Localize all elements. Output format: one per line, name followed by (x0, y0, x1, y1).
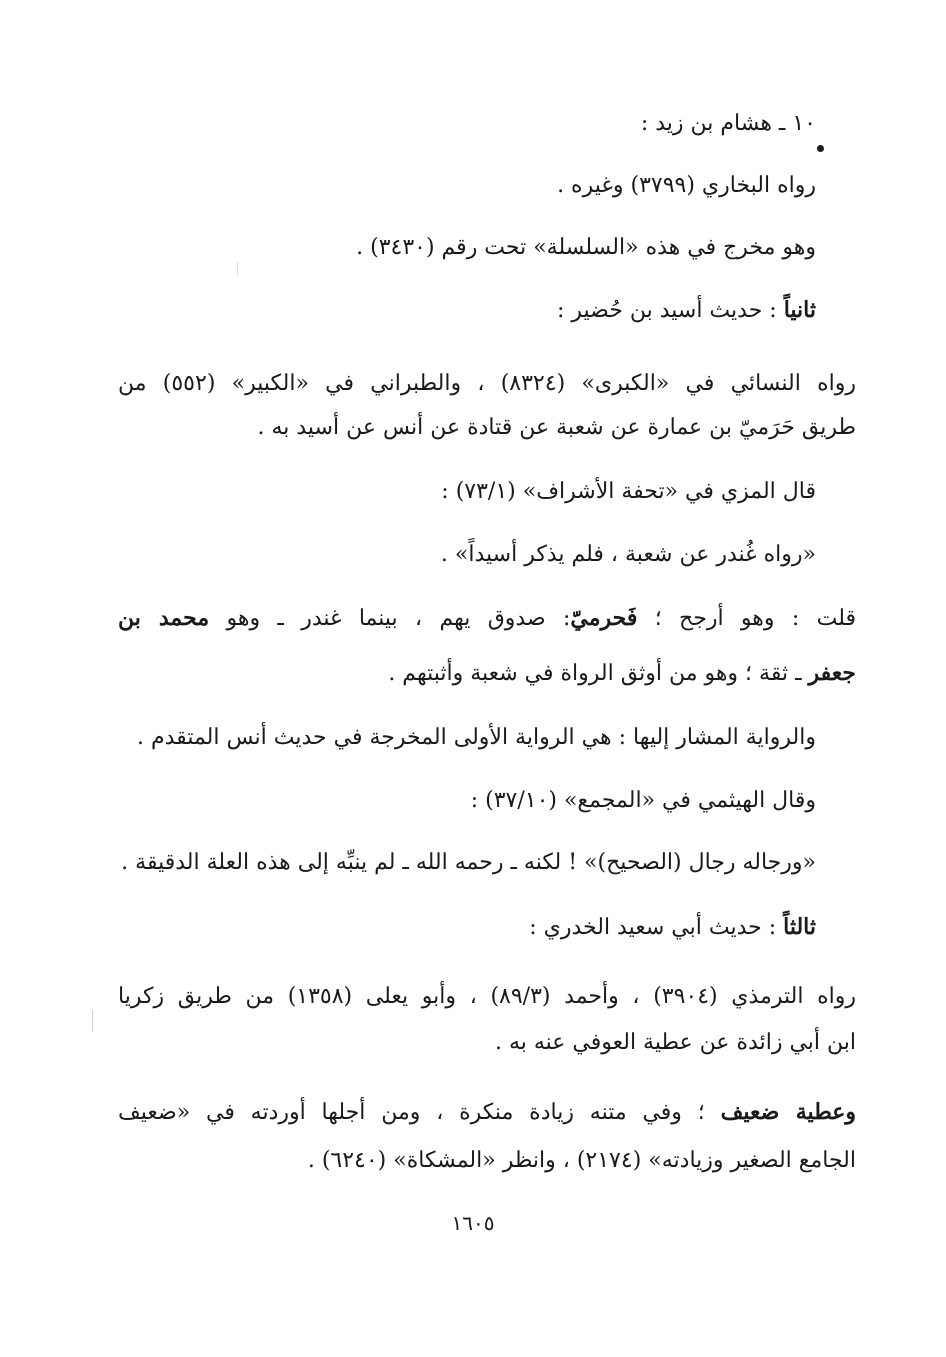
paragraph-line: قلت : وهو أرجح ؛ فَحرميّ: صدوق يهم ، بينما غندر ـ وهو محمد بن (118, 605, 857, 631)
paragraph-line: وهو مخرج في هذه «السلسلة» تحت رقم (٣٤٣٠) . (356, 235, 816, 260)
paragraph-line: رواه البخاري (٣٧٩٩) وغيره . (557, 173, 816, 198)
section-heading-second: ثانياً : حديث أسيد بن حُضير : (556, 297, 816, 323)
paragraph-line: وعطية ضعيف ؛ وفي متنه زيادة منكرة ، ومن أجلها أوردته في «ضعيف (118, 1099, 856, 1125)
scan-speck (92, 1010, 93, 1032)
paragraph-line: وقال الهيثمي في «المجمع» (٣٧/١٠) : (470, 788, 816, 813)
paragraph-line: رواه النسائي في «الكبرى» (٨٣٢٤) ، والطبراني في «الكبير» (٥٥٢) من (118, 371, 856, 396)
page-number: ١٦٠٥ (451, 1211, 495, 1235)
section-heading-third: ثالثاً : حديث أبي سعيد الخدري : (529, 914, 816, 940)
bullet-dot (817, 145, 824, 152)
quote-line: «رواه غُندر عن شعبة ، فلم يذكر أسيداً» . (440, 542, 816, 567)
paragraph-line: رواه الترمذي (٣٩٠٤) ، وأحمد (٨٩/٣) ، وأبو يعلى (١٣٥٨) من طريق زكريا (118, 984, 856, 1009)
paragraph-line: طريق حَرَميّ بن عمارة عن شعبة عن قتادة عن أنس عن أسيد به . (257, 415, 856, 440)
scan-speck (237, 262, 238, 276)
heading-hisham-ibn-zayd: ١٠ ـ هشام بن زيد : (640, 111, 816, 136)
paragraph-line: الجامع الصغير وزيادته» (٢١٧٤) ، وانظر «المشكاة» (٦٢٤٠) . (307, 1148, 856, 1173)
paragraph-line: جعفر ـ ثقة ؛ وهو من أوثق الرواة في شعبة وأثبتهم . (388, 660, 856, 686)
paragraph-line: والرواية المشار إليها : هي الرواية الأولى المخرجة في حديث أنس المتقدم . (137, 725, 816, 750)
paragraph-line: ابن أبي زائدة عن عطية العوفي عنه به . (494, 1030, 856, 1055)
paragraph-line: قال المزي في «تحفة الأشراف» (٧٣/١) : (441, 479, 816, 504)
quote-line: «ورجاله رجال (الصحيح)» ! لكنه ـ رحمه الله ـ لم ينبِّه إلى هذه العلة الدقيقة . (121, 850, 816, 875)
